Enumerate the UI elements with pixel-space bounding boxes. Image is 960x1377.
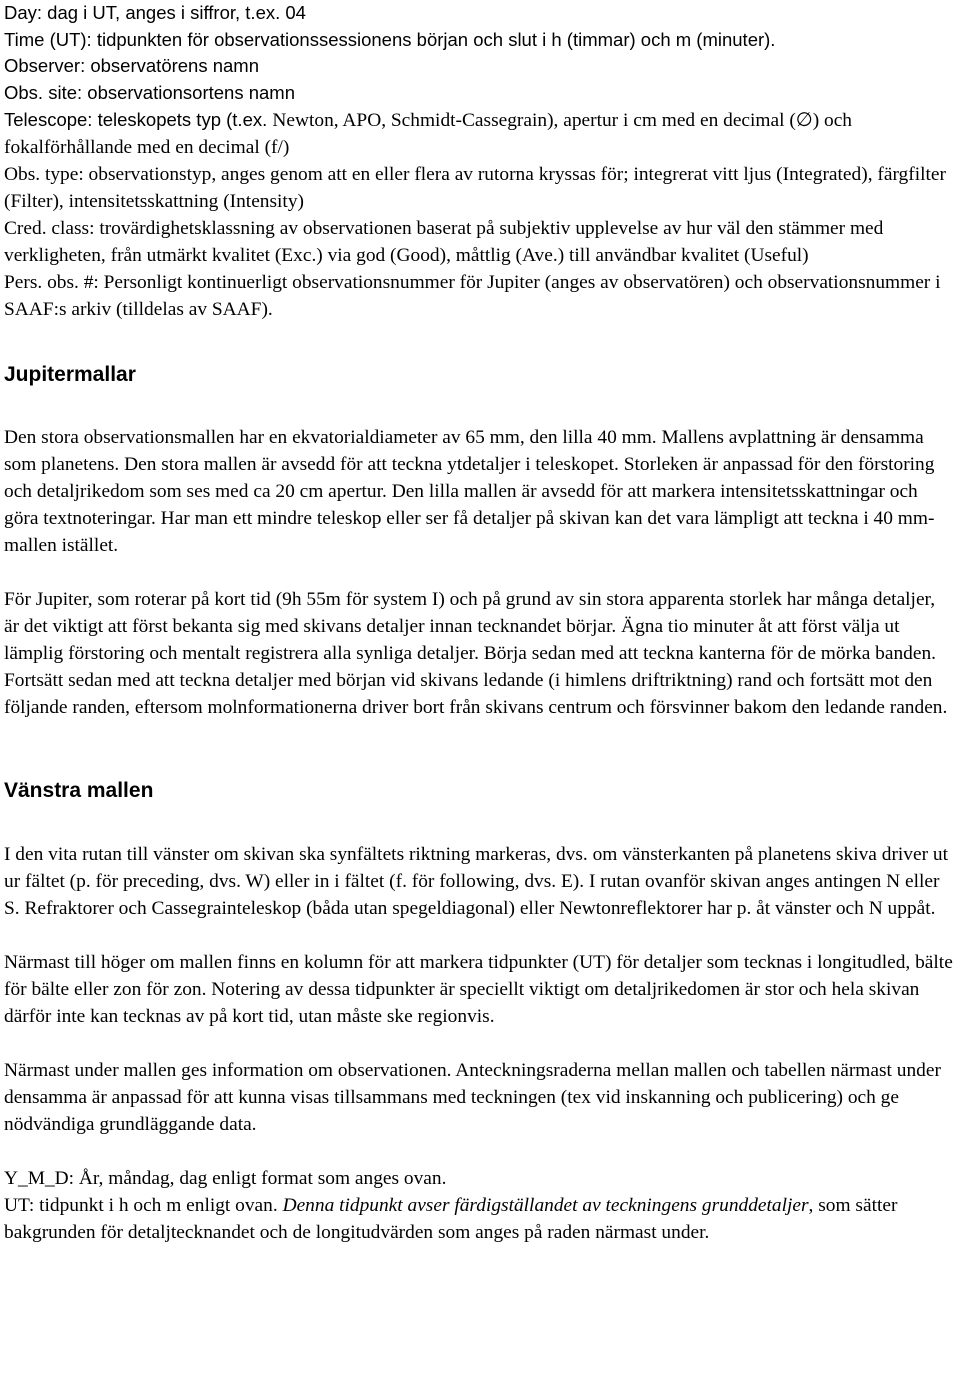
definition-obs-type: Obs. type: observationstyp, anges genom att en eller flera av rutorna kryssas för; integrerat vitt ljus (Integrated), färgfilter (Filter), intensitetsskattning (Intensity) [4, 164, 946, 212]
ut-prefix: UT: tidpunkt i h och m enligt ovan. [4, 1195, 283, 1216]
ut-italic-note: Denna tidpunkt avser färdigställandet av teckningens grunddetaljer [282, 1195, 809, 1216]
paragraph-vanstra-2: Närmast till höger om mallen finns en kolumn för att markera tidpunkter (UT) för detaljer som tecknas i longitudled, bälte för bälte eller zon för zon. Notering av dessa tidpunkter är speciellt viktigt om detaljrikedomen är stor och hela skivan därför inte kan tecknas av på kort tid, utan måste ske regionvis. [4, 952, 953, 1027]
paragraph-vanstra-1: I den vita rutan till vänster om skivan ska synfältets riktning markeras, dvs. om vänsterkanten på planetens skiva driver ut ur fältet (p. för preceding, dvs. W) eller in i fältet (f. för following, dvs. E). I rutan ovanför skivan anges antingen N eller S. Refraktorer och Cassegrainteleskop (båda utan spegeldiagonal) eller Newtonreflektorer har p. åt vänster och N uppåt. [4, 844, 948, 919]
paragraph-vanstra-3: Närmast under mallen ges information om observationen. Anteckningsraderna mellan mallen och tabellen närmast under densamma är anpassad för att kunna visas tillsammans med teckningen (tex vid inskanning och publicering) och ge nödvändiga grundläggande data. [4, 1060, 941, 1135]
definition-pers-obs: Pers. obs. #: Personligt kontinuerligt observationsnummer för Jupiter (anges av observatören) och observationsnummer i SAAF:s arkiv (tilldelas av SAAF). [4, 272, 941, 320]
definition-telescope [4, 106, 954, 161]
definition-observer: Observer: observatörens namn [4, 55, 260, 76]
definition-obs-site: Obs. site: observationsortens namn [4, 81, 296, 103]
paragraph-jupiter-1: Den stora observationsmallen har en ekvatorialdiameter av 65 mm, den lilla 40 mm. Mallens avplattning är densamma som planetens. Den stora mallen är avsedd för att teckna ytdetaljer i teleskopet. Storleken är anpassad för den förstoring och detaljrikedom som ses med ca 20 cm apertur. Den lilla mallen är avsedd för att markera intensitetsskattningar och göra textnoteringar. Har man ett mindre teleskop eller ser få detaljer på skivan kan det vara lämpligt att teckna i 40 mm-mallen istället. [4, 427, 935, 556]
paragraph-ut [4, 1192, 954, 1246]
paragraph-jupiter-2: För Jupiter, som roterar på kort tid (9h 55m för system I) och på grund av sin stora apparenta storlek har många detaljer, är det viktigt att först bekanta sig med skivans detaljer innan tecknandet börjar. Ägna tio minuter åt att först välja ut lämplig förstoring och mentalt registrera alla synliga detaljer. Börja sedan med att teckna kanterna för de mörka banden. Fortsätt sedan med att teckna detaljer med början vid skivans ledande (i himlens driftriktning) rand och fortsätt mot den följande randen, eftersom molnformationerna driver bort från skivans centrum och försvinner bakom den ledande randen. [4, 589, 948, 718]
definition-time: Time (UT): tidpunkten för observationssessionens början och slut i h (timmar) och m (minuter). [4, 28, 776, 50]
definition-telescope-text: Newton, APO, Schmidt-Cassegrain), apertur i cm med en decimal (∅) och fokalförhållande med en decimal (f/) [4, 110, 852, 158]
heading-jupitermallar: Jupitermallar [4, 363, 136, 386]
definition-cred-class: Cred. class: trovärdighetsklassning av observationen baserat på subjektiv upplevelse av hur väl den stämmer med verkligheten, från utmärkt kvalitet (Exc.) via god (Good), måttlig (Ave.) till användbar kvalitet (Useful) [4, 218, 884, 266]
definition-telescope-label: Telescope: teleskopets typ (t.ex. [4, 109, 273, 130]
definition-day: Day: dag i UT, anges i siffror, t.ex. 04 [4, 2, 306, 23]
ut-suffix: , som sätter bakgrunden för detaljtecknandet och de longitudvärden som anges på raden närmast under. [4, 1195, 898, 1243]
heading-vanstra-mallen: Vänstra mallen [4, 779, 154, 802]
paragraph-ymd: Y_M_D: År, måndag, dag enligt format som anges ovan. [4, 1168, 447, 1189]
definitions-list [4, 0, 954, 323]
